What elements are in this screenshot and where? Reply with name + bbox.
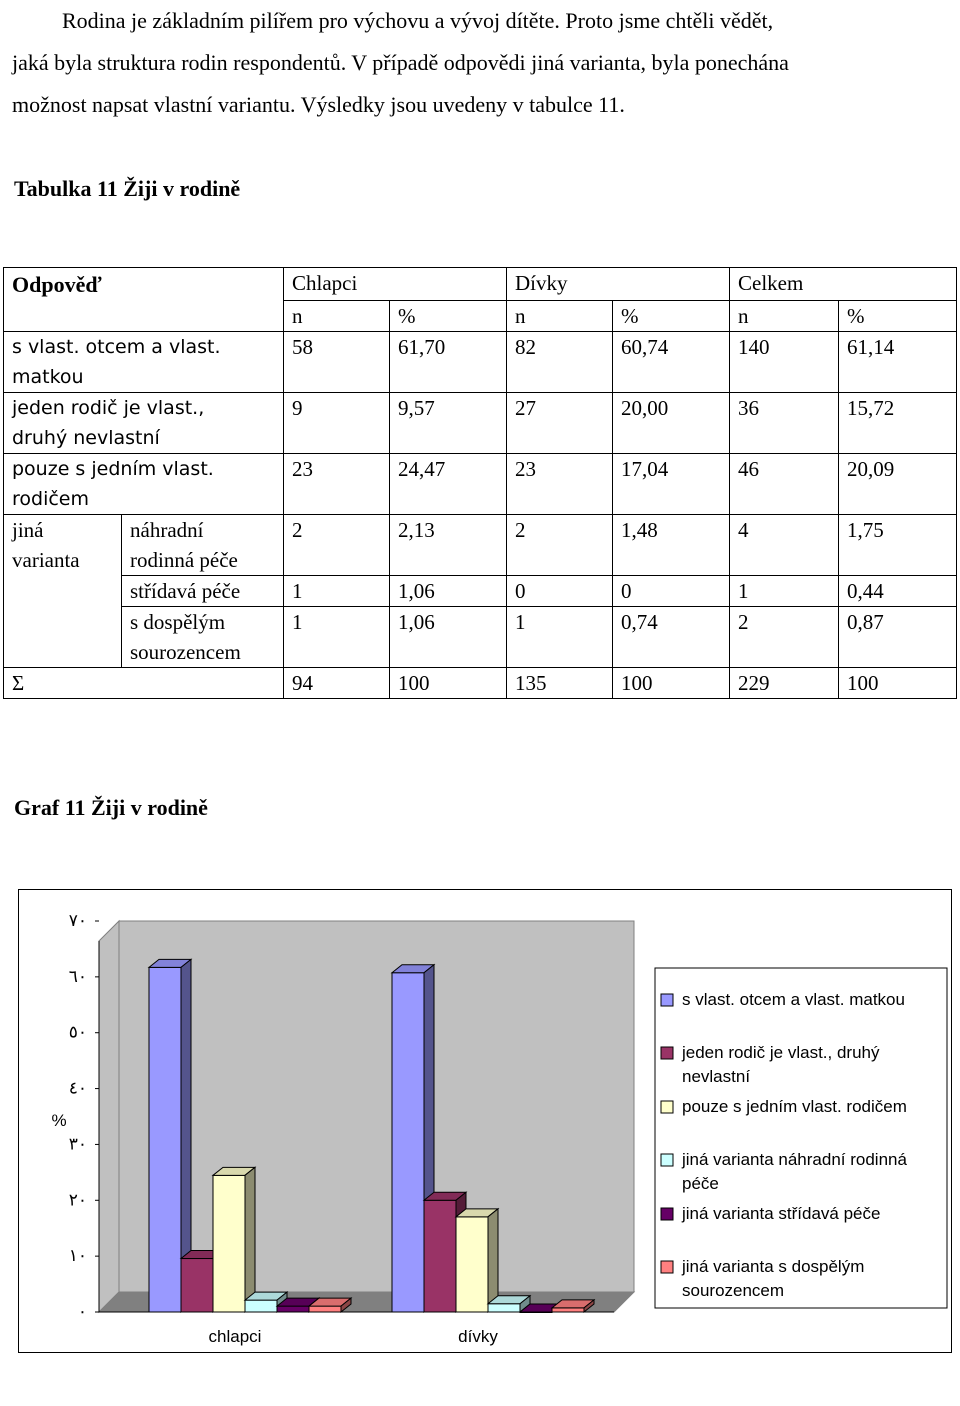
subrow-label-line: rodinná péče	[130, 547, 238, 572]
subrow-label-line: sourozencem	[130, 639, 241, 664]
row-label	[4, 331, 284, 392]
table-cell: 135	[507, 667, 613, 698]
bar-side	[245, 1167, 255, 1312]
table-cell: 100	[839, 667, 957, 698]
legend-swatch	[661, 1154, 673, 1166]
table-cell: 15,72	[839, 392, 957, 453]
table-cell: 4	[730, 514, 839, 575]
y-tick-label: ٤٠	[68, 1078, 87, 1098]
table-cell: 0	[613, 575, 730, 606]
table-row	[4, 331, 957, 392]
table-cell: 100	[613, 667, 730, 698]
y-tick-label: ١٠	[68, 1246, 87, 1266]
bar	[309, 1306, 341, 1312]
table-row	[4, 575, 957, 606]
chart-frame	[18, 889, 952, 1353]
table-cell: 9	[284, 392, 390, 453]
group-label	[4, 514, 122, 667]
intro-paragraph	[12, 0, 952, 126]
table-cell: 0	[507, 575, 613, 606]
legend-label: nevlastní	[682, 1067, 751, 1086]
x-category-label: dívky	[458, 1327, 498, 1346]
table-cell: 82	[507, 331, 613, 392]
table-cell: 1	[284, 606, 390, 667]
sum-label: Σ	[4, 667, 284, 698]
table-row	[4, 514, 957, 575]
paragraph-line: jaká byla struktura rodin respondentů. V případě odpovědi jiná varianta, byla ponechána	[12, 50, 789, 75]
table-cell: 61,70	[390, 331, 507, 392]
bar-chart	[19, 890, 951, 1352]
results-table	[3, 267, 957, 699]
subrow-label-line: náhradní	[130, 517, 204, 542]
table-cell: 20,09	[839, 453, 957, 514]
x-category-label: chlapci	[208, 1327, 262, 1346]
header-boys: Chlapci	[284, 268, 507, 301]
table-cell: 9,57	[390, 392, 507, 453]
subheader-cell: n	[730, 300, 839, 331]
table-cell: 0,74	[613, 606, 730, 667]
bar	[424, 1200, 456, 1312]
header-total: Celkem	[730, 268, 957, 301]
row-label-line: matkou	[12, 365, 84, 388]
table-caption: Tabulka 11 Žiji v rodině	[14, 176, 241, 201]
subrow-label	[122, 514, 284, 575]
table-cell: 20,00	[613, 392, 730, 453]
y-tick-label: ٢٠	[68, 1190, 87, 1210]
table-cell: 58	[284, 331, 390, 392]
row-label	[4, 453, 284, 514]
bar	[149, 967, 181, 1312]
subheader-cell: n	[284, 300, 390, 331]
bar	[245, 1300, 277, 1312]
paragraph-line: možnost napsat vlastní variantu. Výsledky jsou uvedeny v tabulce 11.	[12, 92, 625, 117]
table-cell: 1	[284, 575, 390, 606]
paragraph-line: Rodina je základním pilířem pro výchovu a vývoj dítěte. Proto jsme chtěli vědět,	[62, 8, 774, 33]
legend-swatch	[661, 1047, 673, 1059]
row-label-line: druhý nevlastní	[12, 426, 160, 449]
table-cell: 229	[730, 667, 839, 698]
subrow-label-line: s dospělým	[130, 609, 226, 634]
subheader-cell: %	[839, 300, 957, 331]
subheader-cell: %	[390, 300, 507, 331]
group-label-line: varianta	[12, 547, 80, 572]
bar	[277, 1306, 309, 1312]
group-label-line: jiná	[12, 517, 44, 542]
subheader-cell: %	[613, 300, 730, 331]
table-cell: 2	[284, 514, 390, 575]
table-cell: 1,06	[390, 575, 507, 606]
y-axis-label: %	[51, 1111, 67, 1130]
back-wall	[119, 921, 634, 1292]
legend-swatch	[661, 1101, 673, 1113]
table-cell: 100	[390, 667, 507, 698]
header-answer: Odpověď	[4, 268, 284, 301]
table-cell: 0,44	[839, 575, 957, 606]
row-label-line: jeden rodič je vlast.,	[12, 396, 205, 419]
legend-label: jiná varianta střídavá péče	[682, 1204, 881, 1223]
table-cell: 36	[730, 392, 839, 453]
subrow-label	[122, 606, 284, 667]
table-sum-row	[4, 667, 957, 698]
table-cell: 2,13	[390, 514, 507, 575]
table-cell: 140	[730, 331, 839, 392]
table-cell: 27	[507, 392, 613, 453]
legend-swatch	[661, 1261, 673, 1273]
y-tick-label: ٦٠	[68, 966, 87, 986]
legend-label: jeden rodič je vlast., druhý	[682, 1043, 880, 1062]
bar	[181, 1259, 213, 1312]
table-cell: 23	[284, 453, 390, 514]
row-label	[4, 392, 284, 453]
left-wall	[99, 921, 119, 1312]
legend-swatch	[661, 1208, 673, 1220]
table-cell: 61,14	[839, 331, 957, 392]
chart-caption: Graf 11 Žiji v rodině	[14, 795, 208, 820]
bar	[456, 1217, 488, 1312]
row-label-line: pouze s jedním vlast.	[12, 457, 214, 480]
legend-label: péče	[682, 1174, 719, 1193]
legend-swatch	[661, 994, 673, 1006]
bar	[392, 973, 424, 1312]
table-row	[4, 392, 957, 453]
table-cell: 1,75	[839, 514, 957, 575]
bar	[552, 1308, 584, 1312]
bar	[488, 1304, 520, 1312]
subheader-cell: n	[507, 300, 613, 331]
table-subheader-row	[4, 300, 957, 331]
table-cell: 17,04	[613, 453, 730, 514]
table-cell: 24,47	[390, 453, 507, 514]
table-cell: 0,87	[839, 606, 957, 667]
table-cell: 2	[730, 606, 839, 667]
table-cell: 1,48	[613, 514, 730, 575]
table-cell: 46	[730, 453, 839, 514]
legend-label: jiná varianta náhradní rodinná	[682, 1150, 907, 1169]
y-tick-label: ٥٠	[68, 1022, 87, 1042]
legend-label: pouze s jedním vlast. rodičem	[682, 1097, 907, 1116]
y-tick-label: ٧٠	[68, 911, 87, 930]
y-tick-label: ٣٠	[68, 1134, 87, 1154]
table-cell: 1,06	[390, 606, 507, 667]
subrow-label: střídavá péče	[122, 575, 284, 606]
table-row	[4, 606, 957, 667]
row-label-line: rodičem	[12, 487, 90, 510]
y-tick-label: ٠	[77, 1302, 87, 1321]
table-cell: 60,74	[613, 331, 730, 392]
subheader-empty	[4, 300, 284, 331]
legend-label: jiná varianta s dospělým	[682, 1257, 865, 1276]
table-row	[4, 453, 957, 514]
header-girls: Dívky	[507, 268, 730, 301]
legend-label: sourozencem	[682, 1281, 785, 1300]
table-cell: 23	[507, 453, 613, 514]
table-cell: 1	[507, 606, 613, 667]
bar	[213, 1175, 245, 1312]
table-cell: 94	[284, 667, 390, 698]
table-cell: 2	[507, 514, 613, 575]
table-header-row	[4, 268, 957, 301]
row-label-line: s vlast. otcem a vlast.	[12, 335, 221, 358]
table-cell: 1	[730, 575, 839, 606]
legend-label: s vlast. otcem a vlast. matkou	[682, 990, 905, 1009]
